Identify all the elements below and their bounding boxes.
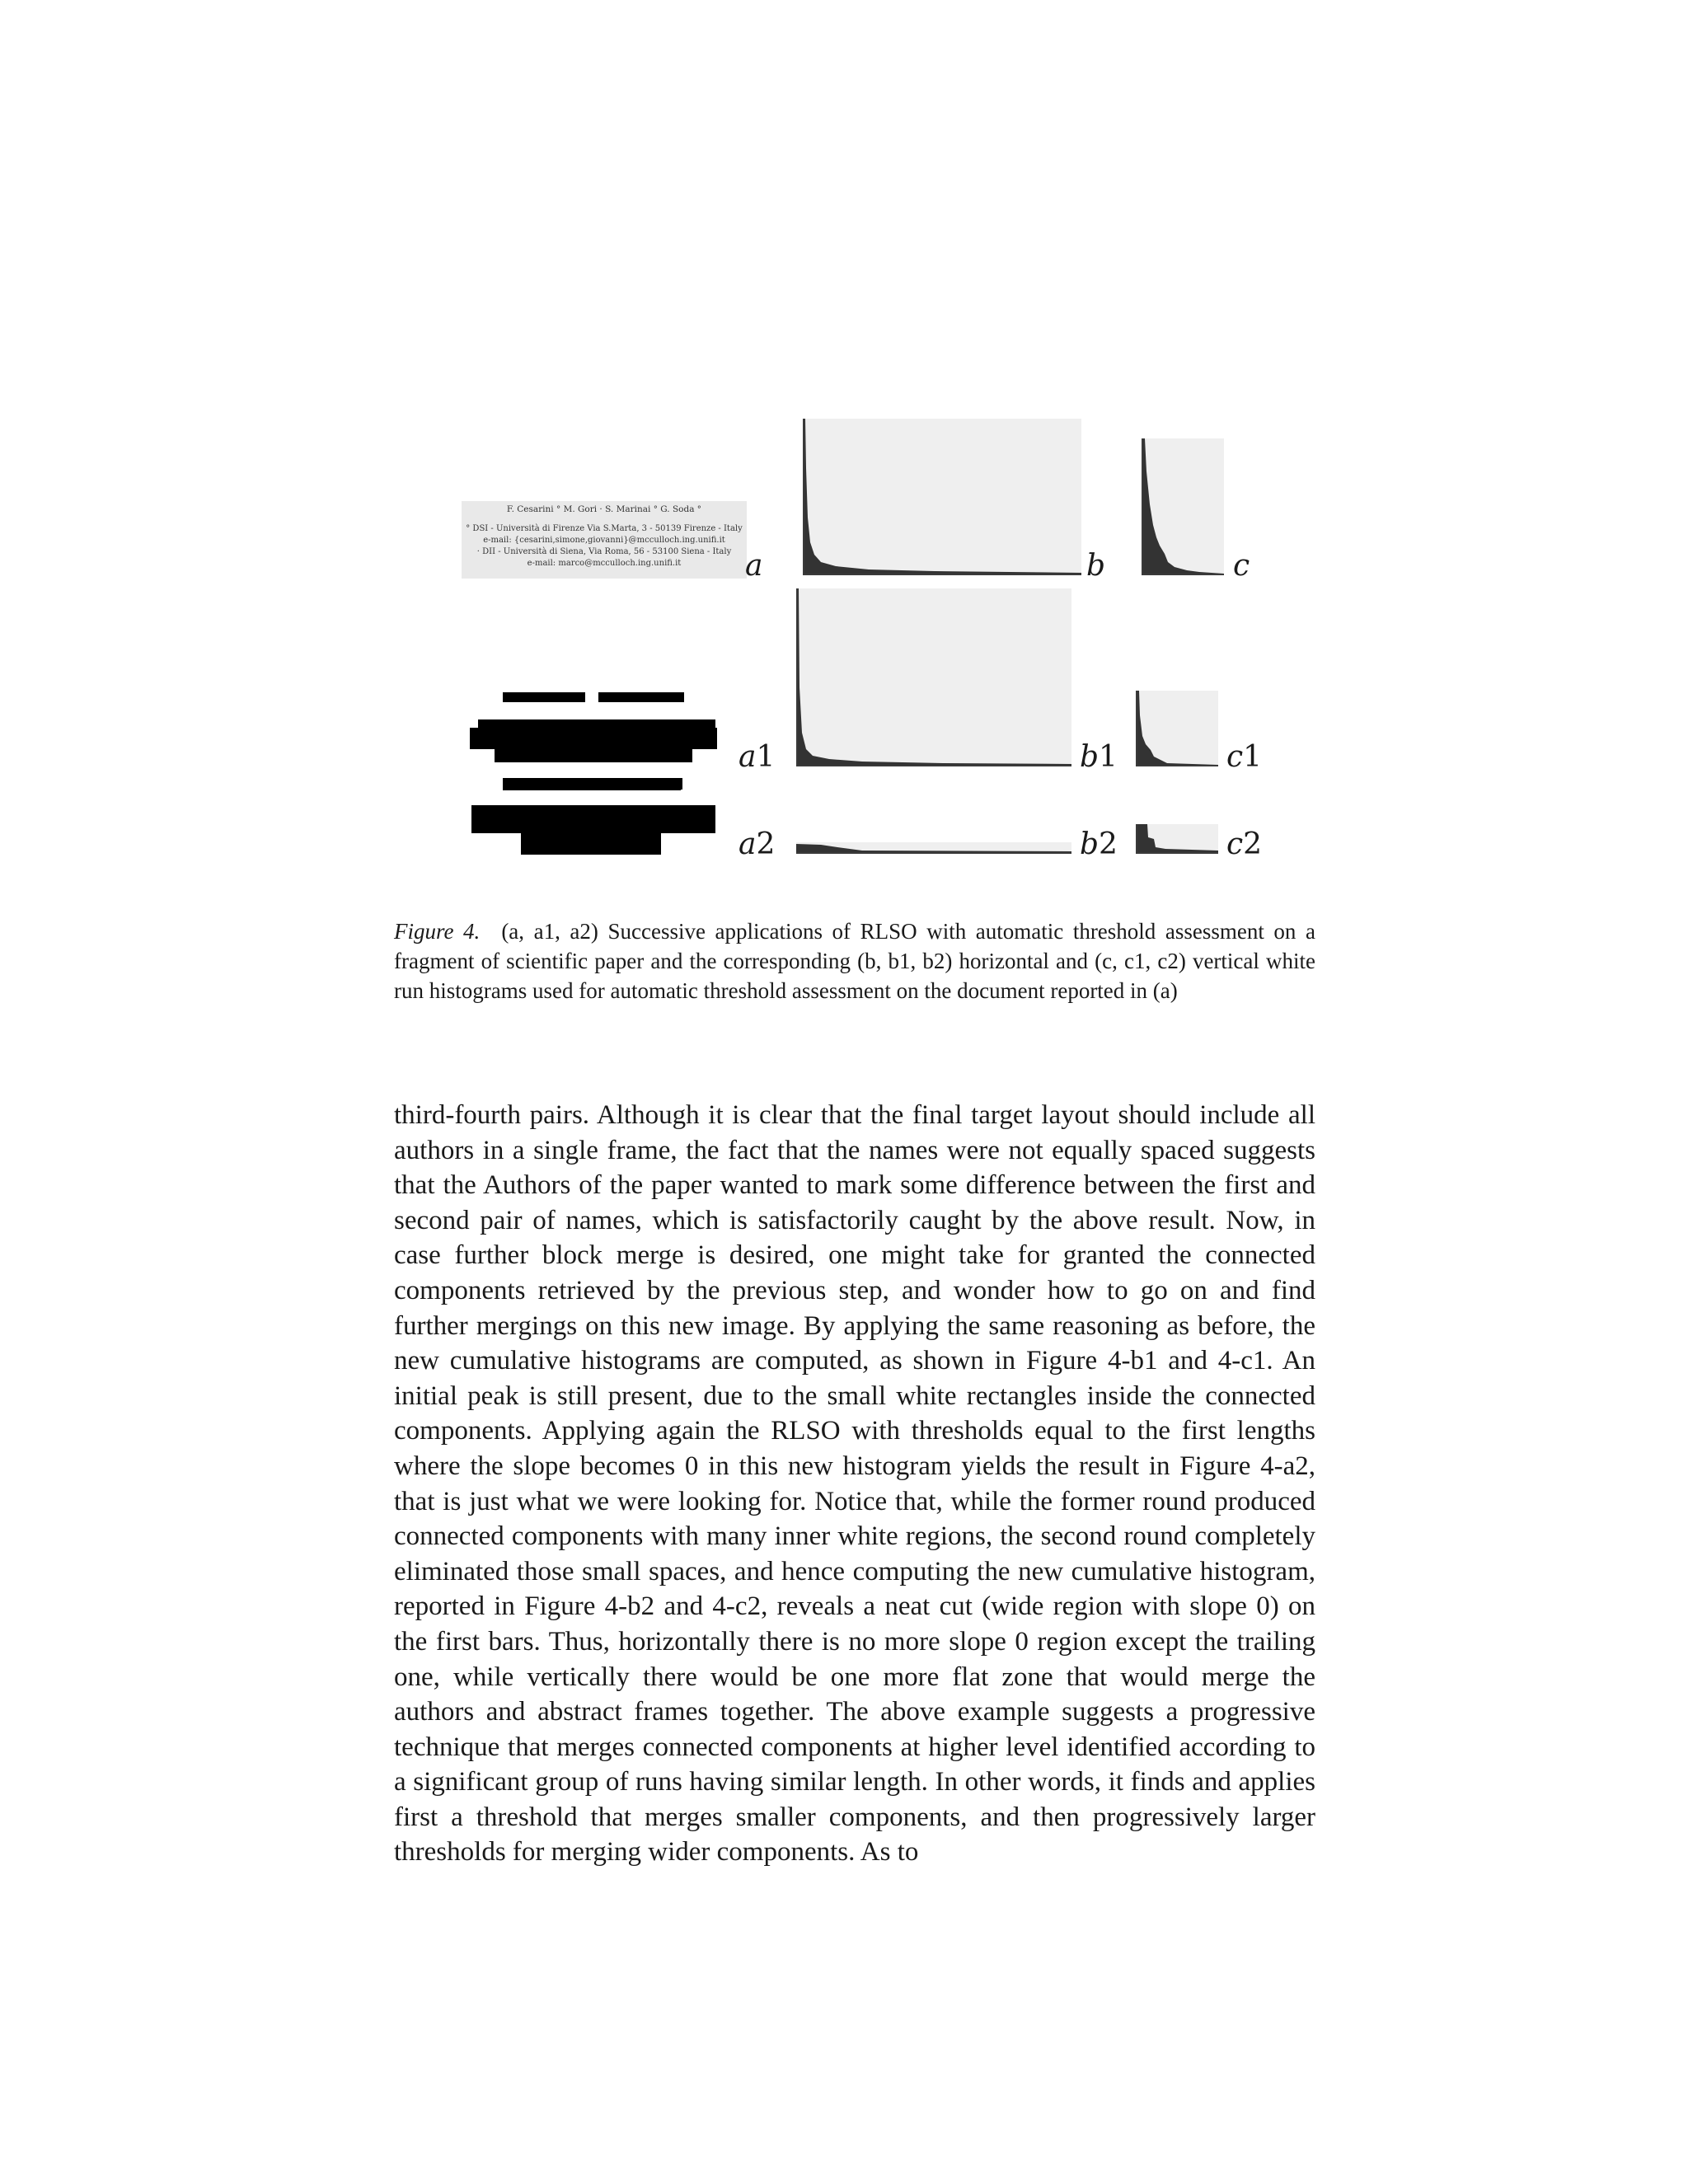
- fragment-email-2: e-mail: marco@mcculloch.ing.unifi.it: [527, 559, 682, 568]
- label-c2-letter: c: [1226, 827, 1244, 861]
- label-a2-number: 2: [756, 827, 776, 861]
- label-c2-number: 2: [1243, 827, 1263, 861]
- fragment-affiliation-1: ° DSI - Università di Firenze Via S.Marta, 3 - 50139 Firenze - Italy: [466, 524, 743, 533]
- caption-text: (a, a1, a2) Successive applications of RLSO with automatic threshold assessment on a fragment of scientific paper and the corresponding (b, b1, b2) horizontal and (c, c1, c2) vertical white run histograms used for automatic threshold assessment on the document reported in (a): [394, 919, 1315, 1003]
- label-a: a: [745, 549, 763, 583]
- figure-caption: [394, 916, 1315, 1005]
- histogram-b2: [796, 842, 1071, 855]
- label-b1-number: 1: [1099, 740, 1118, 774]
- label-c: c: [1233, 549, 1250, 583]
- label-c1-letter: c: [1226, 740, 1244, 774]
- histogram-b-curve: [803, 419, 1081, 577]
- fragment-email-1: e-mail: {cesarini,simone,giovanni}@mcculloch.ing.unifi.it: [483, 536, 725, 545]
- label-a2-letter: a: [738, 827, 757, 861]
- body-paragraph: third-fourth pairs. Although it is clear that the final target layout should include all authors in a single frame, the fact that the names were not equally spaced suggests that the Authors of the paper wanted to mark some difference between the first and second pair of names, which is satisfactorily caught by the above result. Now, in case further block merge is desired, one might take for granted the connected components retrieved by the previous step, and wonder how to go on and find further mergings on this new image. By applying the same reasoning as before, the new cumulative histograms are computed, as shown in Figure 4-b1 and 4-c1. An initial peak is still present, due to the small white rectangles inside the connected components. Applying again the RLSO with thresholds equal to the first lengths where the slope becomes 0 in this new histogram yields the result in Figure 4-a2, that is just what we were looking for. Notice that, while the former round produced connected components with many inner white regions, the second round completely eliminated those small spaces, and hence computing the new cumulative histogram, reported in Figure 4-b2 and 4-c2, reveals a neat cut (wide region with slope 0) on the first bars. Thus, horizontally there is no more slope 0 region except the trailing one, while vertically there would be one more flat zone that would merge the authors and abstract frames together. The above example suggests a progressive technique that merges connected components at higher level identified according to a significant group of runs having similar length. In other words, it finds and applies first a threshold that merges smaller components, and then progressively larger thresholds for merging wider components. As to: [394, 1100, 1315, 1868]
- histogram-b1-curve: [796, 588, 1071, 768]
- histogram-c2: [1136, 824, 1218, 855]
- label-b2-letter: b: [1080, 827, 1100, 861]
- label-c2: [1226, 827, 1262, 861]
- fragment-authors: F. Cesarini ° M. Gori · S. Marinai ° G. Soda °: [506, 504, 702, 514]
- fragment-affiliation-2: · DII - Università di Siena, Via Roma, 56 - 53100 Siena - Italy: [476, 547, 732, 556]
- histogram-b: [803, 419, 1081, 577]
- label-a1: [738, 740, 775, 774]
- document-fragment-image: [462, 501, 747, 579]
- label-a1-number: 1: [756, 740, 776, 774]
- label-a2: [738, 827, 775, 861]
- histogram-c1: [1136, 691, 1218, 768]
- label-a1-letter: a: [738, 740, 757, 774]
- label-c1-number: 1: [1243, 740, 1263, 774]
- label-b1-letter: b: [1080, 740, 1100, 774]
- histogram-c-curve: [1142, 438, 1224, 577]
- label-b2: [1080, 827, 1118, 861]
- label-c1: [1226, 740, 1262, 774]
- histogram-c2-curve: [1136, 824, 1218, 855]
- label-b1: [1080, 740, 1118, 774]
- label-b2-number: 2: [1099, 827, 1118, 861]
- histogram-c: [1142, 438, 1224, 577]
- label-b: b: [1086, 549, 1106, 583]
- histogram-c1-curve: [1136, 691, 1218, 768]
- caption-figure-tag: Figure 4.: [394, 919, 481, 944]
- histogram-b1: [796, 588, 1071, 768]
